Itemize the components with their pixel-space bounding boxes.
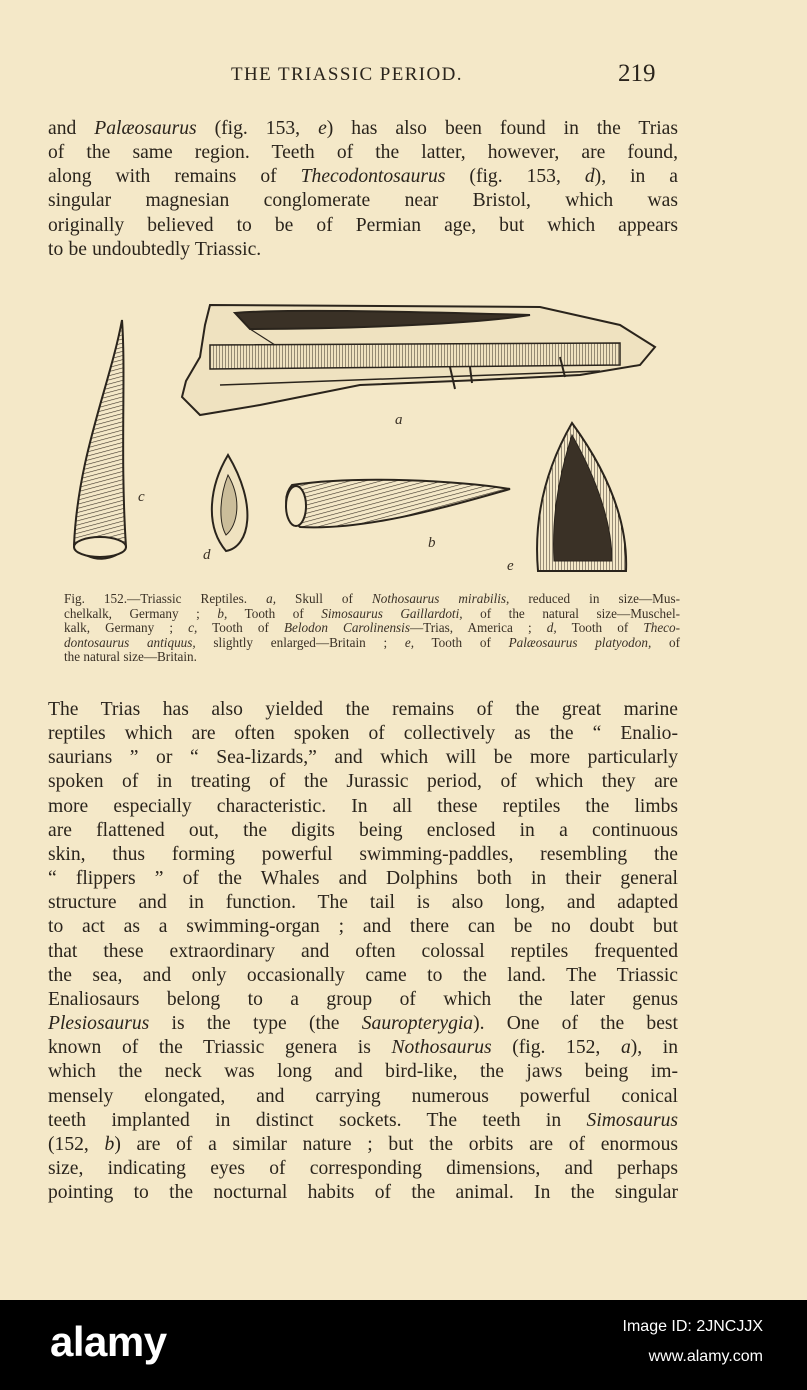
page-header <box>0 60 807 94</box>
image-id: Image ID: 2JNCJJX <box>622 1318 763 1335</box>
figure-label-a: a <box>395 412 403 428</box>
thecodontosaurus-tooth-drawing <box>212 455 248 551</box>
page-number: 219 <box>618 60 656 87</box>
figure-label-b: b <box>428 535 436 551</box>
figure-label-e: e <box>507 558 514 574</box>
figure-label-d: d <box>203 547 211 563</box>
figure-caption: Fig. 152.—Triassic Reptiles. a, Skull of Nothosaurus mirabilis, reduced in size—Mus- chelkalk, Germany ; b, Tooth of Simosaurus Gaillardoti, of the natural size—Muschel- kalk, Germany ; c, Tooth of Belodon Carolinensis—Trias, America ; d, Tooth of Theco- dontosaurus antiquus, slightly enlarged—Britain ; e, Tooth of Palæosaurus platyodon, of the natural size—Britain. <box>64 591 681 665</box>
figure-illustration <box>60 285 680 585</box>
figure-label-c: c <box>138 489 145 505</box>
nothosaurus-skull-drawing <box>182 305 655 415</box>
palaeosaurus-tooth-drawing <box>537 423 626 571</box>
main-paragraph: The Trias has also yielded the remains of the great marine reptiles which are often spoken of collectively as the “ Enalio- saurians ” or “ Sea-lizards,” and which will be more particularly spoken of in treating of the Jurassic period, of which they are more especially characteristic. In all these reptiles the limbs are flattened out, the digits being enclosed in a continuous skin, thus forming powerful swimming-paddles, resembling the “ flippers ” of the Whales and Dolphins both in their general structure and in function. The tail is also long, and adapted to act as a swimming-organ ; and there can be no doubt but that these extraordinary and often colossal reptiles frequented the sea, and only occasionally came to the land. The Triassic Enaliosaurs belong to a group of which the later genus Plesiosaurus is the type (the Sauropterygia). One of the best known of the Triassic genera is Nothosaurus (fig. 152, a), in which the neck was long and bird-like, the jaws being im- mensely elongated, and carrying numerous powerful conical teeth implanted in distinct sockets. The teeth in Simosaurus (152, b) are of a similar nature ; but the orbits are of enormous size, indicating eyes of corresponding dimensions, and perhaps pointing to the nocturnal habits of the animal. In the singular <box>48 699 678 1204</box>
site-url: www.alamy.com <box>648 1348 763 1365</box>
intro-paragraph: and Palæosaurus (fig. 153, e) has also been found in the Trias of the same region. Teeth of the latter, however, are found, along with remains of Thecodontosaurus (fig. 153, d), in a singular magnesian conglomerate near Bristol, which was originally believed to be of Permian age, but which appears to be undoubtedly Triassic. <box>48 118 678 260</box>
alamy-logo: alamy <box>50 1318 167 1365</box>
simosaurus-tooth-drawing <box>286 480 510 528</box>
belodon-tooth-drawing <box>74 320 126 559</box>
running-title: THE TRIASSIC PERIOD. <box>231 64 463 85</box>
figure-152-triassic-reptiles <box>60 285 680 585</box>
